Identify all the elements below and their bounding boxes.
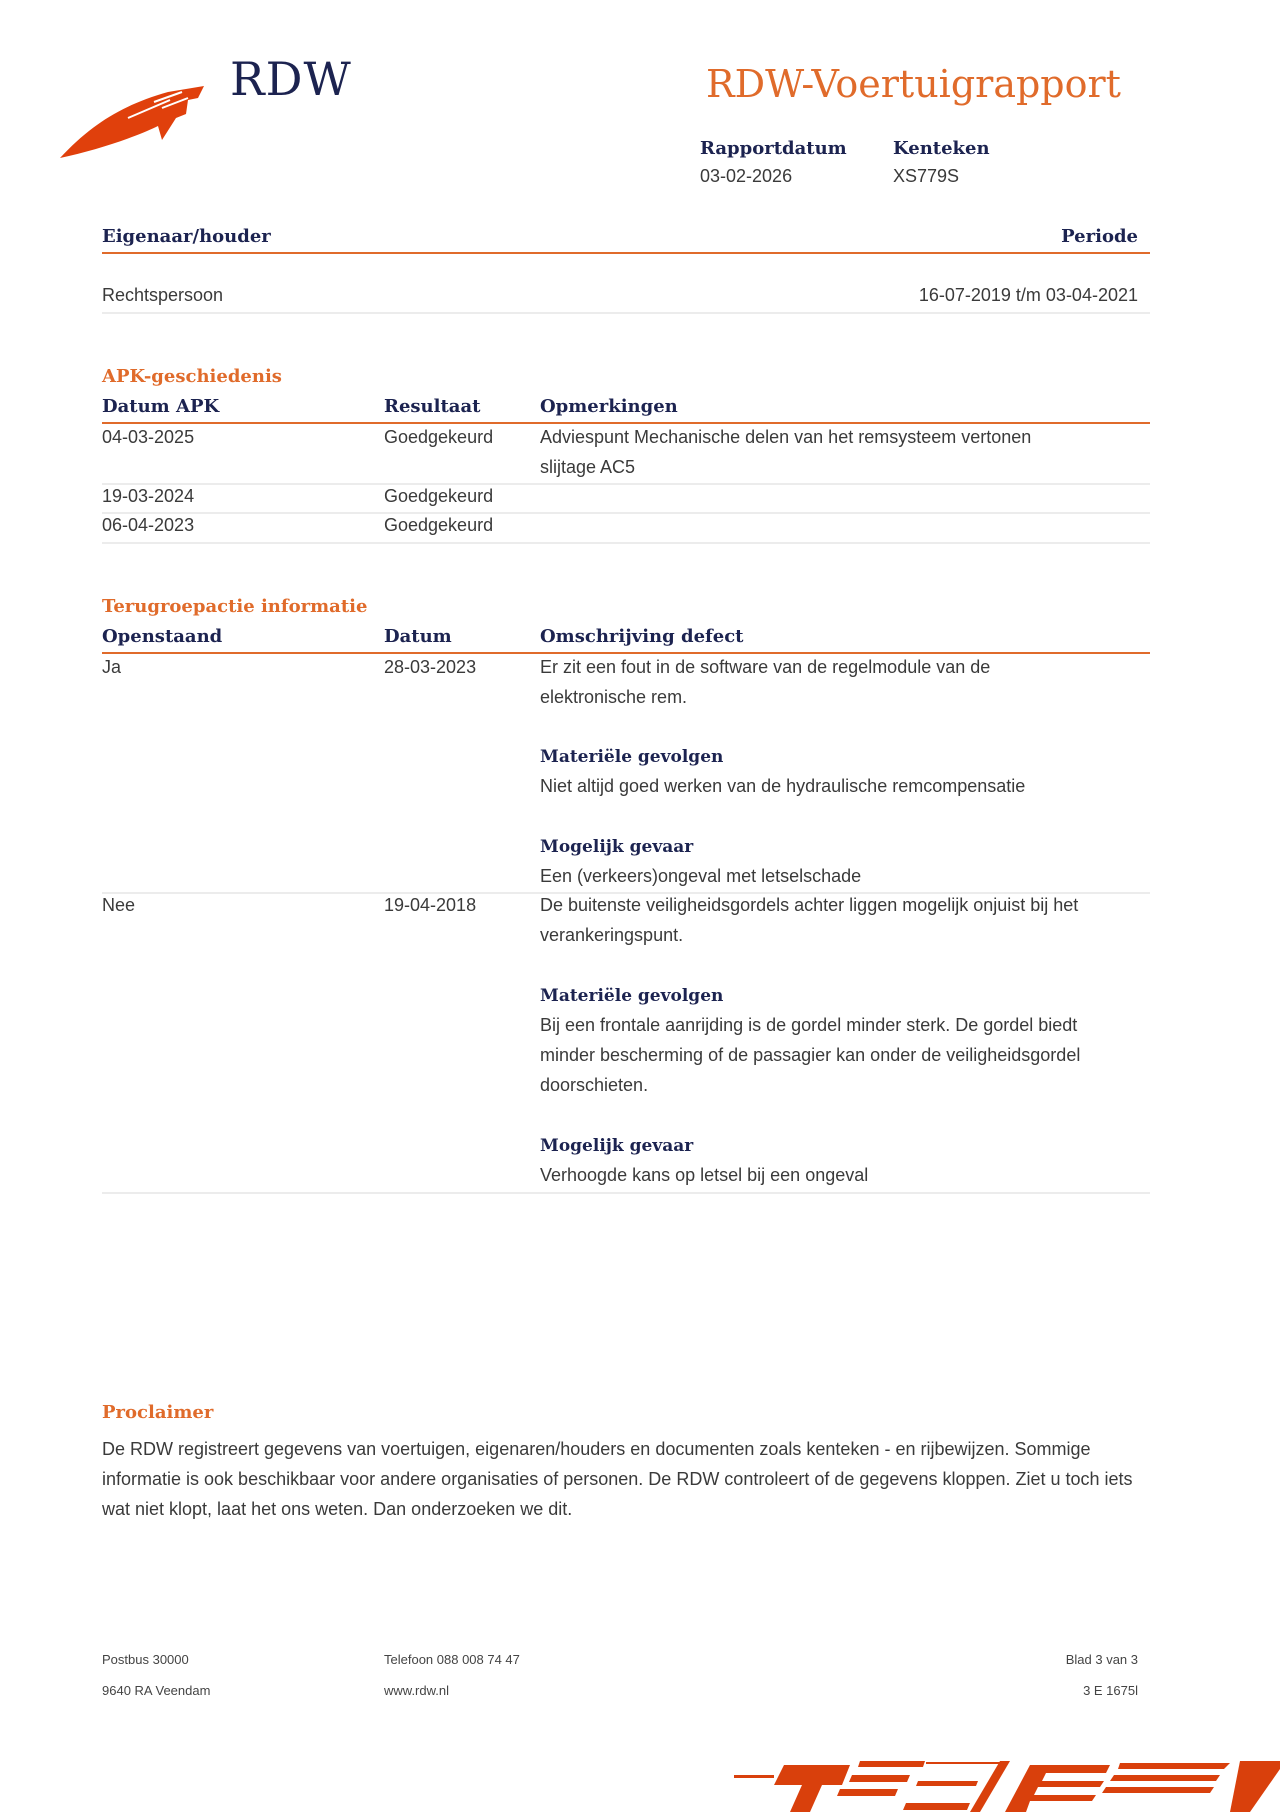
footer-code: 3 E 1675l bbox=[1083, 1683, 1138, 1698]
footer-address-2: 9640 RA Veendam bbox=[102, 1683, 211, 1698]
apk-result: Goedgekeurd bbox=[384, 486, 494, 506]
recall-col-open: Openstaand bbox=[102, 626, 223, 647]
apk-date: 19-03-2024 bbox=[102, 486, 195, 506]
recall-open: Nee bbox=[102, 895, 136, 915]
apk-col-date: Datum APK bbox=[102, 396, 220, 417]
apk-date: 06-04-2023 bbox=[102, 515, 195, 535]
recall-row-rule bbox=[102, 1192, 1150, 1194]
apk-section-title: APK-geschiedenis bbox=[102, 366, 282, 387]
apk-result: Goedgekeurd bbox=[384, 427, 494, 447]
owner-row-rule bbox=[102, 312, 1150, 314]
recall-col-date: Datum bbox=[384, 626, 452, 647]
recall-consequences-label: Materiële gevolgen bbox=[540, 986, 724, 1006]
recall-defect: De buitenste veiligheidsgordels achter liggen mogelijk onjuist bij het verankeringspunt. bbox=[540, 895, 1079, 945]
recall-date: 28-03-2023 bbox=[384, 657, 477, 677]
recall-col-defect: Omschrijving defect bbox=[540, 626, 744, 647]
proclaimer-text: De RDW registreert gegevens van voertuigen, eigenaren/houders en documenten zoals kenteken - en rijbewijzen. Sommige informatie is ook beschikbaar voor andere organisaties of personen. De RDW controleert of de gegevens kloppen. Ziet u toch iets wat niet klopt, laat het ons weten. Dan onderzoeken we dit. bbox=[102, 1439, 1133, 1519]
plate-label: Kenteken bbox=[893, 138, 990, 159]
footer-website[interactable]: www.rdw.nl bbox=[384, 1683, 450, 1698]
recall-danger-label: Mogelijk gevaar bbox=[540, 1136, 694, 1156]
rdw-logo-icon bbox=[58, 78, 208, 160]
apk-col-result: Resultaat bbox=[384, 396, 481, 417]
period-column-header: Periode bbox=[1061, 226, 1138, 247]
logo-text: RDW bbox=[230, 52, 352, 106]
recall-open: Ja bbox=[102, 657, 122, 677]
report-date-value: 03-02-2026 bbox=[700, 166, 793, 186]
footer-page: Blad 3 van 3 bbox=[1065, 1652, 1138, 1667]
footer-address-1: Postbus 30000 bbox=[102, 1652, 189, 1667]
owner-column-header: Eigenaar/houder bbox=[102, 226, 271, 247]
footer-phone: Telefoon 088 008 74 47 bbox=[384, 1652, 520, 1667]
apk-row-rule bbox=[102, 483, 1150, 485]
document-title: RDW-Voertuigrapport bbox=[706, 62, 1121, 106]
report-date-label: Rapportdatum bbox=[700, 138, 847, 159]
recall-consequences-label: Materiële gevolgen bbox=[540, 747, 724, 767]
apk-date: 04-03-2025 bbox=[102, 427, 195, 447]
recall-date: 19-04-2018 bbox=[384, 895, 477, 915]
recall-consequences: Bij een frontale aanrijding is de gordel minder sterk. De gordel biedt minder bescherming of de passagier kan onder de veiligheidsgordel doorschieten. bbox=[540, 1015, 1081, 1095]
owner-header-rule bbox=[102, 252, 1150, 254]
recall-danger: Een (verkeers)ongeval met letselschade bbox=[540, 866, 862, 886]
recall-consequences: Niet altijd goed werken van de hydraulische remcompensatie bbox=[540, 776, 1026, 796]
apk-col-remarks: Opmerkingen bbox=[540, 396, 678, 417]
apk-row-rule bbox=[102, 542, 1150, 544]
recall-section-title: Terugroepactie informatie bbox=[102, 596, 368, 617]
recall-defect: Er zit een fout in de software van de regelmodule van de elektronische rem. bbox=[540, 657, 991, 707]
apk-remarks: Adviespunt Mechanische delen van het remsysteem vertonen slijtage AC5 bbox=[540, 427, 1032, 477]
footer-stripes-graphic-icon bbox=[730, 1755, 1280, 1812]
apk-row-rule bbox=[102, 512, 1150, 514]
apk-result: Goedgekeurd bbox=[384, 515, 494, 535]
recall-danger: Verhoogde kans op letsel bij een ongeval bbox=[540, 1165, 869, 1185]
period-value: 16-07-2019 t/m 03-04-2021 bbox=[918, 285, 1138, 305]
owner-value: Rechtspersoon bbox=[102, 285, 224, 305]
plate-value: XS779S bbox=[893, 166, 960, 186]
recall-danger-label: Mogelijk gevaar bbox=[540, 837, 694, 857]
proclaimer-title: Proclaimer bbox=[102, 1402, 214, 1423]
